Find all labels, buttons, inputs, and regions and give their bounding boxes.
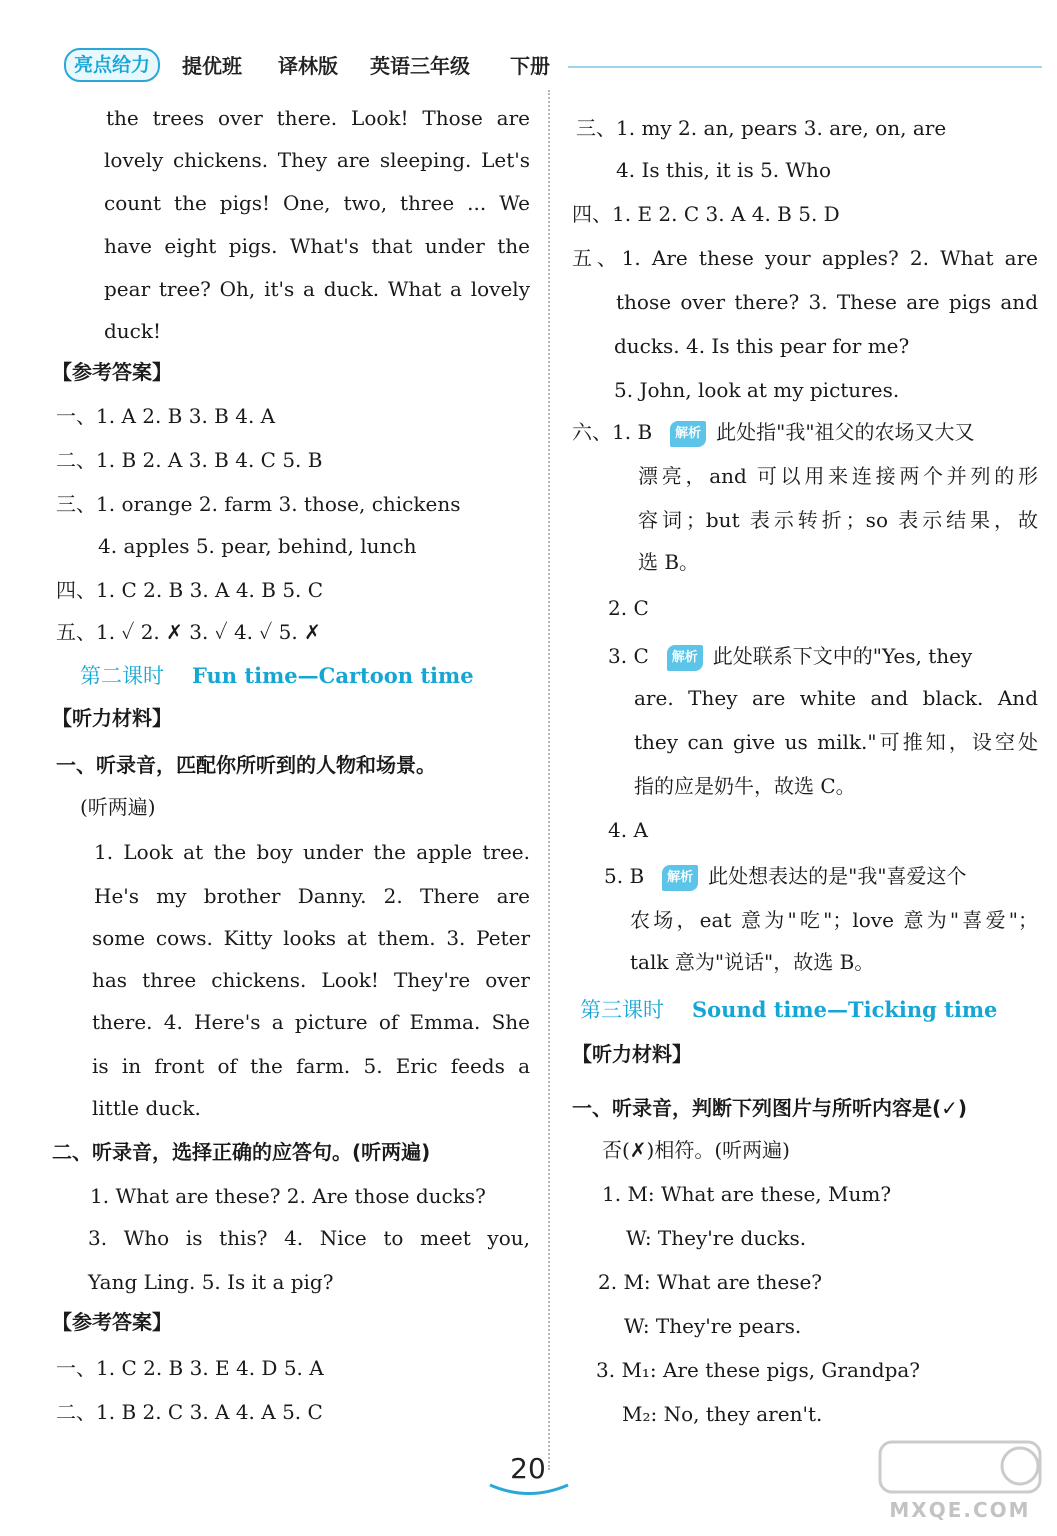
left-line: there. 4. Here's a picture of Emma. She: [92, 1010, 530, 1034]
lesson-heading-en: Fun time—Cartoon time: [192, 663, 474, 688]
header-rule: [568, 66, 1042, 68]
right-line: W: They're ducks.: [626, 1226, 807, 1250]
left-line: 三、1. orange 2. farm 3. those, chickens: [56, 492, 461, 516]
left-line: pear tree? Oh, it's a duck. What a lovely: [104, 277, 530, 301]
book-subject: 英语三年级: [370, 54, 470, 78]
left-line: count the pigs! One, two, three ... We: [104, 191, 530, 215]
left-line: is in front of the farm. 5. Eric feeds a: [92, 1054, 530, 1078]
left-line: He's my brother Danny. 2. There are: [94, 884, 530, 908]
right-line: those over there? 3. These are pigs and: [616, 290, 1038, 314]
right-line: 指的应是奶牛，故选 C。: [634, 774, 856, 798]
right-line: 漂亮，and 可以用来连接两个并列的形: [638, 464, 1038, 488]
left-line: 1. Look at the boy under the apple tree.: [94, 840, 530, 864]
explanation-text: 此处指"我"祖父的农场又大又: [716, 420, 975, 444]
lesson-heading-en: Sound time—Ticking time: [692, 997, 998, 1022]
book-title: 提优班: [182, 54, 242, 78]
right-line: 农场，eat 意为"吃"；love 意为"喜爱"；: [630, 908, 1038, 932]
right-line: talk 意为"说话"，故选 B。: [630, 950, 875, 974]
right-line: 否(✗)相符。(听两遍): [602, 1138, 790, 1162]
left-line: 【听力材料】: [52, 706, 172, 730]
left-line: Yang Ling. 5. Is it a pig?: [88, 1270, 334, 1294]
left-line: 二、听录音，选择正确的应答句。(听两遍): [52, 1140, 431, 1164]
explanation-line: [572, 420, 975, 447]
explanation-badge: 解析: [662, 865, 698, 891]
left-line: 一、听录音，匹配你所听到的人物和场景。: [56, 753, 436, 777]
right-line: 5. John, look at my pictures.: [614, 378, 900, 402]
left-line: duck!: [104, 319, 162, 343]
right-line: 五、1. Are these your apples? 2. What are: [572, 246, 1038, 270]
right-line: 【听力材料】: [572, 1042, 692, 1066]
book-volume: 下册: [510, 54, 550, 78]
brand-badge: 亮点给力: [64, 48, 160, 82]
left-line: little duck.: [92, 1096, 201, 1120]
explanation-line: [608, 644, 972, 671]
right-line: they can give us milk."可推知，设空处: [634, 730, 1038, 754]
left-line: (听两遍): [80, 795, 156, 819]
right-line: 一、听录音，判断下列图片与所听内容是(✓): [572, 1096, 968, 1120]
right-line: 选 B。: [638, 550, 700, 574]
lesson-heading-cn: 第三课时: [580, 998, 664, 1022]
answer-number: 六、1. B: [572, 420, 653, 444]
book-edition: 译林版: [278, 54, 338, 78]
left-line: 五、1. ✓ 2. ✗ 3. ✓ 4. ✓ 5. ✗: [56, 620, 321, 644]
lesson-heading: [80, 664, 474, 688]
right-line: are. They are white and black. And: [634, 686, 1038, 710]
watermark-seal-icon: [870, 1436, 1050, 1498]
left-line: some cows. Kitty looks at them. 3. Peter: [92, 926, 530, 950]
left-line: 1. What are these? 2. Are those ducks?: [90, 1184, 486, 1208]
left-line: 4. apples 5. pear, behind, lunch: [98, 534, 417, 558]
right-line: 4. A: [608, 818, 648, 842]
right-line: 容词；but 表示转折；so 表示结果，故: [638, 508, 1038, 532]
left-line: 二、1. B 2. A 3. B 4. C 5. B: [56, 448, 323, 472]
explanation-badge: 解析: [667, 645, 703, 671]
right-line: 3. M₁: Are these pigs, Grandpa?: [596, 1358, 921, 1382]
right-line: 1. M: What are these, Mum?: [602, 1182, 892, 1206]
page-header: [60, 44, 1040, 84]
explanation-line: [604, 864, 967, 891]
right-line: M₂: No, they aren't.: [622, 1402, 823, 1426]
left-line: lovely chickens. They are sleeping. Let's: [104, 148, 530, 172]
right-line: ducks. 4. Is this pear for me?: [614, 334, 910, 358]
watermark-logo: [870, 1436, 1050, 1528]
right-line: 4. Is this, it is 5. Who: [616, 158, 831, 182]
page-number: 20: [510, 1452, 546, 1485]
left-line: have eight pigs. What's that under the: [104, 234, 530, 258]
answer-number: 3. C: [608, 644, 649, 668]
page-number-swoosh: [488, 1482, 570, 1498]
left-line: 一、1. A 2. B 3. B 4. A: [56, 404, 276, 428]
left-line: 【参考答案】: [52, 1310, 172, 1334]
lesson-heading-cn: 第二课时: [80, 664, 164, 688]
explanation-badge: 解析: [670, 421, 706, 447]
right-line: 2. M: What are these?: [598, 1270, 823, 1294]
left-line: the trees over there. Look! Those are: [106, 106, 530, 130]
right-line: 2. C: [608, 596, 649, 620]
explanation-text: 此处联系下文中的"Yes, they: [712, 644, 973, 668]
right-line: 四、1. E 2. C 3. A 4. B 5. D: [572, 202, 840, 226]
answer-number: 5. B: [604, 864, 645, 888]
left-line: 【参考答案】: [52, 360, 172, 384]
left-line: 3. Who is this? 4. Nice to meet you,: [88, 1226, 530, 1250]
lesson-heading: [580, 998, 997, 1022]
right-line: 三、1. my 2. an, pears 3. are, on, are: [576, 116, 947, 140]
left-line: 一、1. C 2. B 3. E 4. D 5. A: [56, 1356, 324, 1380]
explanation-text: 此处想表达的是"我"喜爱这个: [708, 864, 967, 888]
left-line: 四、1. C 2. B 3. A 4. B 5. C: [56, 578, 324, 602]
left-line: 二、1. B 2. C 3. A 4. A 5. C: [56, 1400, 323, 1424]
right-line: W: They're pears.: [624, 1314, 802, 1338]
watermark-text: MXQE.COM: [889, 1498, 1031, 1522]
left-line: has three chickens. Look! They're over: [92, 968, 530, 992]
column-divider: [548, 90, 550, 1470]
